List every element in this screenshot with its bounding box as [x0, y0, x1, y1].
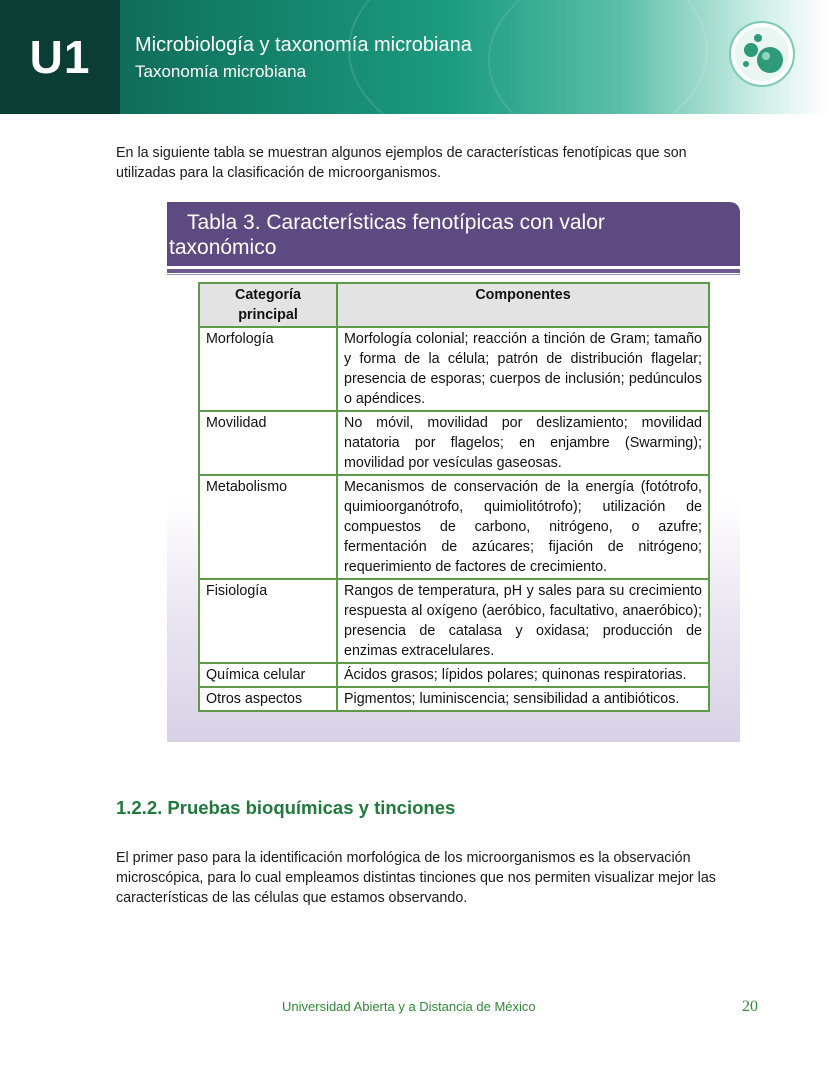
- components-cell: Mecanismos de conservación de la energía (fotótrofo, quimioorganótrofo, quimiolitótrofo); utilización de compuestos de carbono, nitrógeno, o azufre; fermentación de azúcares; fijación de nitrógeno; requerimiento de factores de crecimiento.: [337, 475, 709, 579]
- section-paragraph: El primer paso para la identificación morfológica de los microorganismos es la observación microscópica, para lo cual empleamos distintas tinciones que nos permiten visualizar mejor las características de las células que estamos observando.: [116, 850, 716, 906]
- table-caption-bar: [167, 202, 740, 266]
- table-row: [199, 327, 709, 411]
- category-cell: Otros aspectos: [199, 687, 337, 711]
- category-cell: Fisiología: [199, 579, 337, 663]
- divider: [167, 269, 740, 273]
- section-heading: 1.2.2. Pruebas bioquímicas y tinciones: [116, 797, 456, 818]
- table-caption: Tabla 3. Características fenotípicas con valor: [187, 211, 605, 234]
- page-number: 20: [742, 998, 758, 1015]
- table-caption-continued: taxonómico: [169, 236, 277, 259]
- table-header-row: [199, 283, 709, 327]
- components-cell: No móvil, movilidad por deslizamiento; movilidad natatoria por flagelos; en enjambre (Swarming); movilidad por vesículas gaseosas.: [337, 411, 709, 475]
- category-cell: Movilidad: [199, 411, 337, 475]
- header-banner: [0, 0, 828, 114]
- components-cell: Ácidos grasos; lípidos polares; quinonas respiratorias.: [337, 663, 709, 687]
- phenotypic-table: [198, 282, 710, 712]
- divider: [167, 274, 740, 275]
- unit-label: U1: [29, 31, 91, 83]
- table-row: [199, 579, 709, 663]
- category-cell: Química celular: [199, 663, 337, 687]
- category-cell: Metabolismo: [199, 475, 337, 579]
- unit-badge: [0, 0, 120, 114]
- intro-paragraph: En la siguiente tabla se muestran algunos ejemplos de características fenotípicas que son utilizadas para la clasificación de microorganismos.: [116, 145, 687, 181]
- table-row: [199, 475, 709, 579]
- topic-subtitle: Taxonomía microbiana: [135, 62, 307, 81]
- table-row: [199, 687, 709, 711]
- table-row: [199, 663, 709, 687]
- components-cell: Morfología colonial; reacción a tinción de Gram; tamaño y forma de la célula; patrón de distribución flagelar; presencia de esporas; cuerpos de inclusión; pedúnculos o apéndices.: [337, 327, 709, 411]
- components-cell: Rangos de temperatura, pH y sales para su crecimiento respuesta al oxígeno (aeróbico, facultativo, anaeróbico); presencia de catalasa y oxidasa; producción de enzimas extracelulares.: [337, 579, 709, 663]
- column-header-category: Categoría principal: [199, 283, 337, 327]
- molecule-logo-icon: [728, 20, 796, 88]
- column-header-components: Componentes: [337, 283, 709, 327]
- footer-institution: Universidad Abierta y a Distancia de México: [282, 999, 536, 1014]
- components-cell: Pigmentos; luminiscencia; sensibilidad a antibióticos.: [337, 687, 709, 711]
- category-cell: Morfología: [199, 327, 337, 411]
- table-row: [199, 411, 709, 475]
- course-title: Microbiología y taxonomía microbiana: [135, 34, 472, 56]
